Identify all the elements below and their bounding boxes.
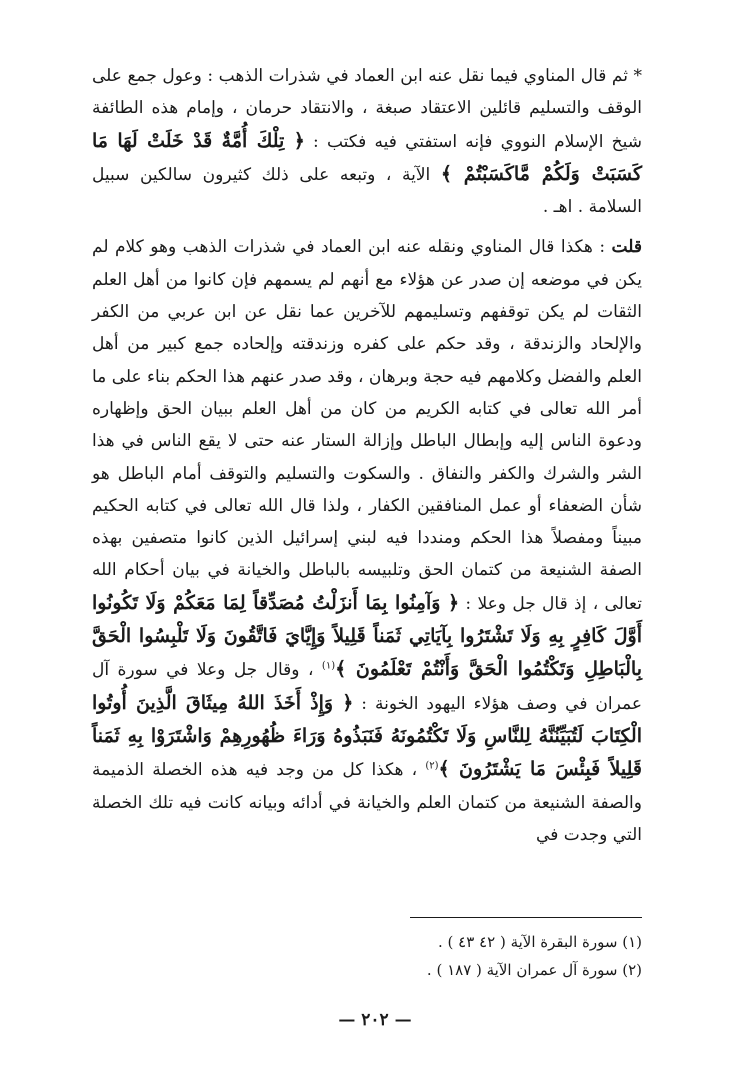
footnote-2: (٢) سورة آل عمران الآية ( ١٨٧ ) .	[426, 961, 642, 979]
quran-verse: ﴿ وَآمِنُوا بِمَا أَنزَلْتُ مُصَدِّقاً لِمَا مَعَكُمْ وَلَا تَكُونُوا أَوَّلَ كَافِرٍ بِهِ وَلَا تَشْتَرُوا بِآيَاتِي ثَمَناً قَلِيلاً وَإِيَّايَ فَاتَّقُونَ وَلَا تَلْبِسُوا الْحَقَّ بِالْبَاطِلِ وَتَكْتُمُوا الْحَقَّ وَأَنْتُمْ تَعْلَمُونَ ﴾	[92, 591, 642, 681]
quran-verse: ﴿ تِلْكَ أُمَّةٌ قَدْ خَلَتْ لَهَا مَا كَسَبَتْ وَلَكُمْ مَّاكَسَبْتُمْ ﴾	[92, 129, 642, 185]
quran-verse: ﴿ وَإِذْ أَخَذَ اللهُ مِيثَاقَ الَّذِينَ أُوتُوا الْكِتَابَ لَتُبَيِّنُنَّهُ لِلنَّاسِ وَلَا تَكْتُمُونَهُ فَنَبَذُوهُ وَرَاءَ ظُهُورِهِمْ وَاشْتَرَوْا بِهِ ثَمَناً قَلِيلاً فَبِئْسَ مَا يَشْتَرُونَ ﴾	[92, 691, 642, 781]
main-text	[92, 60, 642, 851]
text-run: * ثم قال المناوي فيما نقل عنه ابن العماد في شذرات الذهب : وعول جمع على الوقف والتسليم قائلين الاعتقاد صبغة ، والانتقاد حرمان ، وإمام هذه الطائفة شيخ الإسلام النووي فإنه استفتي فيه فكتب :	[92, 66, 643, 152]
footnote-ref: (١)	[321, 660, 336, 672]
footnote-1: (١) سورة البقرة الآية ( ٤٢ ٤٣ ) .	[438, 933, 642, 951]
footnote-ref: (٢)	[425, 760, 439, 772]
text-run: ، هكذا كل من وجد فيه هذه الخصلة الذميمة والصفة الشنيعة من كتمان العلم والخيانة في أدائه وبيانه كانت فيه تلك الخصلة التي وجدت في	[92, 760, 642, 845]
text-run: : هكذا قال المناوي ونقله عنه ابن العماد في شذرات الذهب وهو كلام لم يكن في موضعه إن صدر عن هؤلاء مع أنهم لم يسمهم فإن كانوا من أهل العلم الثقات لم يكن توقفهم وتسليمهم للآخرين عما نقل عن ابن عربي من الكفر والإلحاد والزندقة ، وقد حكم على كفره وزندقته وإلحاده جمع كبير من أهل العلم والفضل وكلامهم فيه حجة وبرهان ، وقد صدر عنهم هذا الحكم بناء على ما أمر الله تعالى في كتابه الكريم من كان من أهل العلم ببيان الحق وإظهاره ودعوة الناس إليه وإبطال الباطل وإزالة الستار عنه حتى لا يقع الناس في هذا الشر والشرك والكفر والنفاق . والسكوت والتسليم والتوقف أمام الباطل هو شأن الضعفاء أو عمل المنافقين الكفار ، ولذا قال الله تعالى في كتابه الحكيم مبيناً ومفصلاً هذا الحكم ومنددا فيه لبني إسرائيل الذين كانوا متصفين بهذه الصفة الشنيعة من كتمان الحق وتلبيسه بالباطل والخيانة في بيان أحكام الله تعالى ، إذ قال جل وعلا :	[92, 237, 642, 614]
page-number: — ٢٠٢ —	[338, 1010, 412, 1030]
footnote-divider	[410, 917, 642, 918]
paragraph	[92, 60, 642, 223]
footnotes	[92, 928, 642, 984]
lead-word: قلت	[611, 237, 642, 258]
text-run: الآية ، وتبعه على ذلك كثيرون سالكين سبيل السلامة . اهـ .	[92, 164, 642, 218]
paragraph	[92, 231, 642, 851]
text-run: ، وقال جل وعلا في سورة آل عمران في وصف هؤلاء اليهود الخونة :	[92, 660, 642, 714]
